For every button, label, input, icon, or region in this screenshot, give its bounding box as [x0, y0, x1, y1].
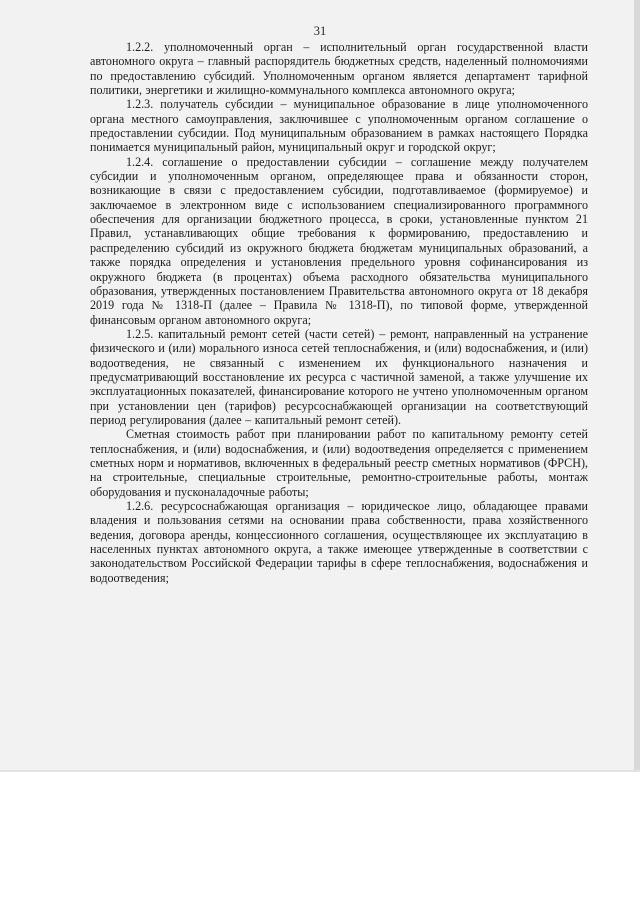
- paragraph-estimate-cost: Сметная стоимость работ при планировании работ по капитальному ремонту сетей теплоснабжения, и (или) водоснабжения, и (или) водоотведения определяется с применением сметных норм и нормативов, включенных в федеральный реестр сметных нормативов (ФРСН), на строительные, специальные строительные, ремонтно-строительные работы, монтаж оборудования и пусконаладочные работы;: [90, 427, 588, 499]
- document-body: [90, 40, 588, 585]
- paragraph-1-2-2: 1.2.2. уполномоченный орган – исполнительный орган государственной власти автономного округа – главный распорядитель бюджетных средств, наделенный полномочиями по предоставлению субсидий. Уполномоченным органом является департамент тарифной политики, энергетики и жилищно-коммунального комплекса автономного округа;: [90, 40, 588, 98]
- scan-edge: [0, 770, 640, 772]
- paragraph-1-2-3: 1.2.3. получатель субсидии – муниципальное образование в лице уполномоченного органа местного самоуправления, заключившее с уполномоченным органом соглашение о предоставлении субсидии. Под муниципальным образованием в рамках настоящего Порядка понимается муниципальный район, муниципальный округ и городской округ;: [90, 97, 588, 155]
- paragraph-1-2-4: 1.2.4. соглашение о предоставлении субсидии – соглашение между получателем субсидии и уполномоченным органом, определяющее права и обязанности сторон, возникающие в связи с предоставлением субсидии, подготавливаемое (формируемое) и заключаемое в электронном виде с использованием специализированного программного обеспечения для организации бюджетного процесса, в сроки, установленные пунктом 21 Правил, устанавливающих общие требования к формированию, предоставлению и распределению субсидий из окружного бюджета бюджетам муниципальных образований, а также порядка определения и установления предельного уровня софинансирования из окружного бюджета (в процентах) объема расходного обязательства муниципального образования, утвержденных постановлением Правительства автономного округа от 18 декабря 2019 года № 1318-П (далее – Правила № 1318-П), по типовой форме, утвержденной финансовым органом автономного округа;: [90, 154, 588, 327]
- paragraph-1-2-6: 1.2.6. ресурсоснабжающая организация – юридическое лицо, обладающее правами владения и пользования сетями на основании права собственности, права хозяйственного ведения, договора аренды, концессионного соглашения, осуществляющее их эксплуатацию в населенных пунктах автономного округа, а также имеющее утвержденные в соответствии с законодательством Российской Федерации тарифы в сфере теплоснабжения, водоснабжения и водоотведения;: [90, 499, 588, 585]
- paragraph-1-2-5: 1.2.5. капитальный ремонт сетей (части сетей) – ремонт, направленный на устранение физического и (или) морального износа сетей теплоснабжения, и (или) водоснабжения, и (или) водоотведения, не связанный с изменением их функционального назначения и предусматривающий восстановление их ресурса с частичной заменой, а также улучшение их эксплуатационных показателей, финансирование которого не учтено уполномоченным органом при установлении цен (тарифов) ресурсоснабжающей организации на соответствующий период регулирования (далее – капитальный ремонт сетей).: [90, 326, 588, 427]
- page-number: 31: [313, 24, 327, 38]
